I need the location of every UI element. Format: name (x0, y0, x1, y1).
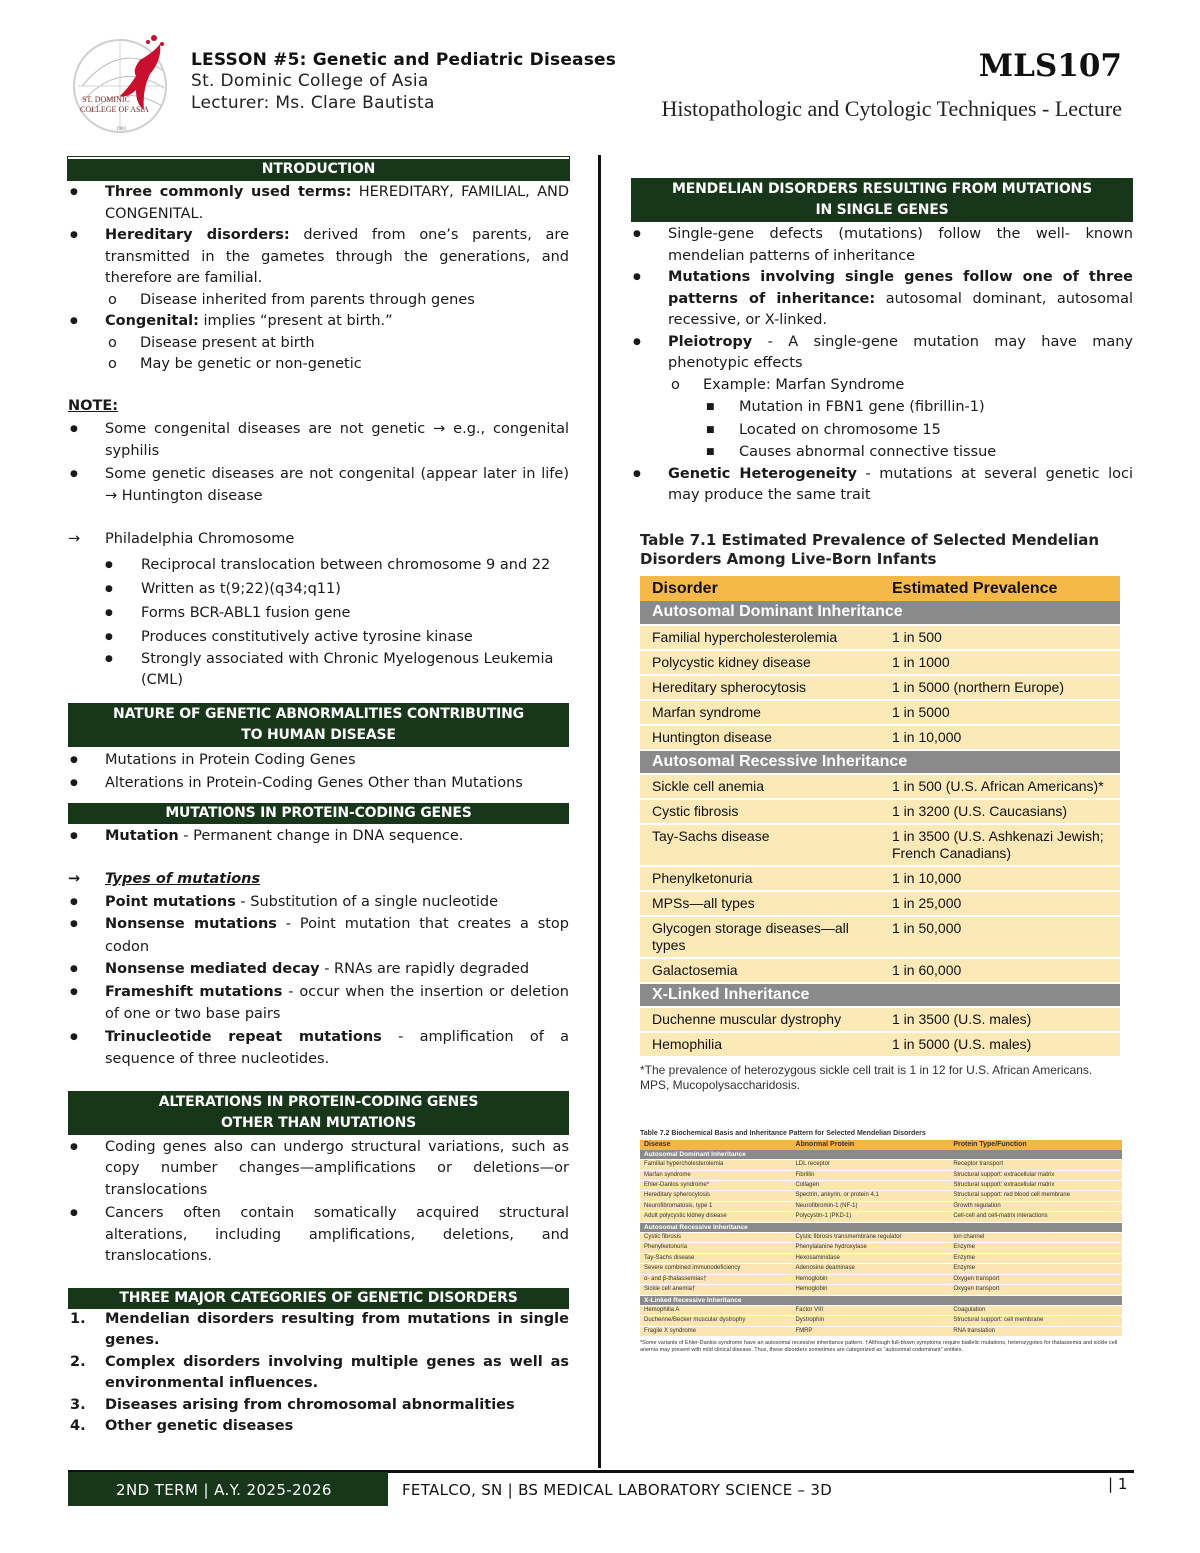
list-item: ● Mutations in Protein Coding Genes (68, 749, 569, 772)
table-row (640, 799, 1120, 824)
list-item: ● Congenital: implies “present at birth.” (68, 311, 569, 333)
prevalence-cell: 1 in 50,000 (880, 916, 1120, 958)
list-item: ● Strongly associated with Chronic Myelogenous Leukemia (CML) (68, 649, 569, 691)
disorder-cell: Hereditary spherocytosis (640, 675, 880, 700)
prevalence-table (640, 531, 1120, 1093)
table-row (640, 1253, 1122, 1263)
mutation-def (68, 826, 569, 848)
table (640, 576, 1120, 1058)
table-row (640, 1305, 1122, 1315)
table-row (640, 891, 1120, 916)
table-cell: Phenylalanine hydroxylase (791, 1243, 949, 1253)
prevalence-cell: 1 in 60,000 (880, 958, 1120, 983)
table-row (640, 650, 1120, 675)
section-label: X-Linked Inheritance (640, 983, 1120, 1007)
disorder-cell: Sickle cell anemia (640, 774, 880, 799)
mendelian-heading: MENDELIAN DISORDERS RESULTING FROM MUTATIONS IN SINGLE GENES (631, 178, 1133, 222)
list-item: ● Hereditary disorders: derived from one’s parents, are transmitted in the gametes through the generations, and therefore are familial. (68, 225, 569, 290)
list-item: o Example: Marfan Syndrome (631, 375, 1133, 397)
table-cell: Cell-cell and cell-matrix interactions (949, 1212, 1122, 1222)
table-cell: Ion channel (949, 1233, 1122, 1243)
table-cell: Ehler-Danlos syndrome* (640, 1181, 791, 1191)
disorder-cell: Polycystic kidney disease (640, 650, 880, 675)
list-item: o Disease present at birth (68, 333, 569, 355)
term-label: 2ND TERM | A.Y. 2025-2026 (68, 1472, 388, 1506)
list-item: 1. Mendelian disorders resulting from mutations in single genes. (70, 1310, 569, 1348)
table-footnote: *Some variants of Ehler-Danlos syndrome have an autosomal recessive inheritance pattern. †Although full-blown symptoms require biallelic mutations, heterozygotes for thalassemia and sickle cell anemia may present with mild clinical disease. Thus, these disorders sometimes are categorized as “autosomal codominant” entities. (640, 1340, 1118, 1353)
table-row (640, 1181, 1122, 1191)
list-item: ● Produces constitutively active tyrosine kinase (68, 625, 569, 649)
table-row (640, 1243, 1122, 1253)
svg-text:1983: 1983 (116, 127, 126, 132)
table-cell: RNA translation (949, 1326, 1122, 1336)
table-row (640, 1233, 1122, 1243)
table-caption: Table 7.2 Biochemical Basis and Inheritance Pattern for Selected Mendelian Disorders (640, 1130, 926, 1137)
table-cell: Growth regulation (949, 1201, 1122, 1211)
prevalence-cell: 1 in 3500 (U.S. Ashkenazi Jewish; French Canadians) (880, 824, 1120, 866)
table-section-row (640, 750, 1120, 774)
list-item: ● Genetic Heterogeneity - mutations at several genetic loci may produce the same trait (631, 464, 1133, 507)
types-list (68, 891, 569, 1071)
lesson-title: LESSON #5: Genetic and Pediatric Diseases (191, 50, 617, 70)
table-row (640, 725, 1120, 750)
table-cell: Phenylketonuria (640, 1243, 791, 1253)
list-item: ● Pleiotropy - A single-gene mutation may have many phenotypic effects (631, 332, 1133, 375)
list-item: ● Some congenital diseases are not genetic → e.g., congenital syphilis (68, 419, 569, 462)
list-item: ● Point mutations - Substitution of a single nucleotide (68, 891, 569, 914)
list-item: o Disease inherited from parents through genes (68, 290, 569, 312)
table-cell: Marfan syndrome (640, 1170, 791, 1180)
page-number: | 1 (1108, 1475, 1128, 1493)
list-item: ● Nonsense mediated decay - RNAs are rapidly degraded (68, 958, 569, 981)
college-logo (70, 30, 182, 138)
lecturer-name: Lecturer: Ms. Clare Bautista (191, 93, 435, 113)
table-cell: Hemoglobin (791, 1274, 949, 1284)
table-cell: Cystic fibrosis transmembrane regulator (791, 1233, 949, 1243)
table-caption: Table 7.1 Estimated Prevalence of Selected Mendelian Disorders Among Live-Born Infants (640, 531, 1100, 568)
author-label: FETALCO, SN | BS MEDICAL LABORATORY SCIENCE – 3D (402, 1481, 833, 1499)
list-item: ● Mutations involving single genes follow one of three patterns of inheritance: autosomal dominant, autosomal recessive, or X-linked. (631, 267, 1133, 332)
intro-heading: NTRODUCTION (68, 157, 569, 180)
disorder-cell: Cystic fibrosis (640, 799, 880, 824)
table-cell: Severe combined immunodeficiency (640, 1264, 791, 1274)
table-cell: FMRP (791, 1326, 949, 1336)
page-footer (68, 1470, 1134, 1506)
disorder-cell: Marfan syndrome (640, 700, 880, 725)
table-cell: Hemophilia A (640, 1305, 791, 1315)
table-section-row (640, 983, 1120, 1007)
school-name: St. Dominic College of Asia (191, 71, 429, 91)
table-cell: Oxygen transport (949, 1285, 1122, 1295)
table-cell: Collagen (791, 1181, 949, 1191)
table-section-row (640, 1222, 1122, 1232)
table-row (640, 1285, 1122, 1295)
table-row (640, 700, 1120, 725)
section-label: Autosomal Dominant Inheritance (640, 601, 1120, 625)
table-row (640, 1316, 1122, 1326)
table-row (640, 1032, 1120, 1057)
table-row (640, 1326, 1122, 1336)
prevalence-cell: 1 in 1000 (880, 650, 1120, 675)
nature-heading: NATURE OF GENETIC ABNORMALITIES CONTRIBUTING TO HUMAN DISEASE (68, 703, 569, 747)
table-footnote: *The prevalence of heterozygous sickle cell trait is 1 in 12 for U.S. African Americans. MPS, Mucopolysaccharidosis. (640, 1063, 1093, 1092)
prevalence-cell: 1 in 25,000 (880, 891, 1120, 916)
mendelian-list (631, 224, 1133, 375)
table-cell: Structural support: cell membrane (949, 1316, 1122, 1326)
table-header-row (640, 576, 1120, 601)
intro-list (68, 311, 569, 333)
list-item: ● Nonsense mutations - Point mutation that creates a stop codon (68, 913, 569, 958)
list-item: 3. Diseases arising from chromosomal abnormalities (70, 1396, 515, 1413)
svg-text:ST. DOMINIC: ST. DOMINIC (82, 95, 130, 104)
list-item: ● Coding genes also can undergo structural variations, such as copy number changes—amplifications or deletions—or translocations (68, 1137, 569, 1202)
table-section-row (640, 1295, 1122, 1305)
prevalence-cell: 1 in 10,000 (880, 866, 1120, 891)
prevalence-cell: 1 in 5000 (U.S. males) (880, 1032, 1120, 1057)
list-item: ● Frameshift mutations - occur when the insertion or deletion of one or two base pairs (68, 981, 569, 1026)
table-cell: Factor VIII (791, 1305, 949, 1315)
list-item: ● Reciprocal translocation between chromosome 9 and 22 (68, 553, 569, 577)
table-cell: Familial hypercholesterolemia (640, 1160, 791, 1170)
table-cell: Structural support: red blood cell membrane (949, 1191, 1122, 1201)
table-row (640, 1170, 1122, 1180)
list-item: o May be genetic or non-genetic (68, 354, 569, 376)
disorder-cell: Familial hypercholesterolemia (640, 625, 880, 650)
list-item: 2. Complex disorders involving multiple genes as well as environmental influences. (70, 1353, 569, 1391)
disorder-cell: Hemophilia (640, 1032, 880, 1057)
course-code: MLS107 (978, 48, 1122, 84)
disorder-cell: MPSs—all types (640, 891, 880, 916)
table-row (640, 1264, 1122, 1274)
table-row (640, 958, 1120, 983)
table-row (640, 1274, 1122, 1284)
table-cell: Hexosaminidase (791, 1253, 949, 1263)
table-cell: Enzyme (949, 1253, 1122, 1263)
table-cell: Fragile X syndrome (640, 1326, 791, 1336)
disorder-cell: Glycogen storage diseases—all types (640, 916, 880, 958)
section-label: Autosomal Dominant Inheritance (640, 1150, 1122, 1160)
section-label: X-Linked Recessive Inheritance (640, 1295, 1122, 1305)
table-row (640, 625, 1120, 650)
course-title: Histopathologic and Cytologic Techniques - Lecture (661, 96, 1122, 121)
types-heading: → Types of mutations (68, 869, 569, 891)
table-cell: Adult polycystic kidney disease (640, 1212, 791, 1222)
table-cell: Polycystin-1 (PKD-1) (791, 1212, 949, 1222)
table-row (640, 866, 1120, 891)
categories-list (68, 1309, 569, 1438)
table-section-row (640, 1150, 1122, 1160)
intro-list (68, 182, 569, 290)
disorder-cell: Phenylketonuria (640, 866, 880, 891)
prevalence-cell: 1 in 10,000 (880, 725, 1120, 750)
table-section-row (640, 601, 1120, 625)
philly-list (68, 553, 569, 691)
table-cell: α- and β-thalassemias† (640, 1274, 791, 1284)
list-item: ■ Located on chromosome 15 (631, 419, 1133, 442)
philly-heading: → Philadelphia Chromosome (68, 529, 569, 551)
list-item: ● Three commonly used terms: HEREDITARY, FAMILIAL, AND CONGENITAL. (68, 182, 569, 225)
list-item: ● Mutation - Permanent change in DNA sequence. (68, 826, 569, 848)
subsub-list (631, 396, 1133, 464)
prevalence-cell: 1 in 500 (880, 625, 1120, 650)
column-header: Abnormal Protein (791, 1140, 949, 1149)
disorder-cell: Tay-Sachs disease (640, 824, 880, 866)
table-cell: Dystrophin (791, 1316, 949, 1326)
table-cell: Structural support: extracellular matrix (949, 1181, 1122, 1191)
list-item: ● Single-gene defects (mutations) follow the well- known mendelian patterns of inheritance (631, 224, 1133, 267)
table-cell: LDL receptor (791, 1160, 949, 1170)
table-cell: Spectrin, ankyrin, or protein 4.1 (791, 1191, 949, 1201)
table-row (640, 774, 1120, 799)
table (640, 1140, 1122, 1337)
table-row (640, 1007, 1120, 1032)
list-item: ● Written as t(9;22)(q34;q11) (68, 577, 569, 601)
table-cell: Cystic fibrosis (640, 1233, 791, 1243)
alterations-heading: ALTERATIONS IN PROTEIN-CODING GENES OTHER THAN MUTATIONS (68, 1091, 569, 1135)
disorder-cell: Huntington disease (640, 725, 880, 750)
section-label: Autosomal Recessive Inheritance (640, 1222, 1122, 1232)
table-cell: Structural support: extracellular matrix (949, 1170, 1122, 1180)
list-item: ● Some genetic diseases are not congenital (appear later in life) → Huntington disease (68, 464, 569, 507)
right-column (631, 178, 1133, 507)
disorder-cell: Duchenne muscular dystrophy (640, 1007, 880, 1032)
header-info (191, 50, 616, 114)
table-cell: Enzyme (949, 1243, 1122, 1253)
alterations-list (68, 1137, 569, 1268)
prevalence-cell: 1 in 5000 (northern Europe) (880, 675, 1120, 700)
sub-list (68, 333, 569, 376)
table-cell: Neurofibromin-1 (NF-1) (791, 1201, 949, 1211)
prevalence-cell: 1 in 3200 (U.S. Caucasians) (880, 799, 1120, 824)
list-item: ● Alterations in Protein-Coding Genes Other than Mutations (68, 772, 569, 795)
table-cell: Duchenne/Becker muscular dystrophy (640, 1316, 791, 1326)
prevalence-cell: 1 in 500 (U.S. African Americans)* (880, 774, 1120, 799)
list-item: ■ Causes abnormal connective tissue (631, 441, 1133, 464)
table-cell: Sickle cell anemia† (640, 1285, 791, 1295)
table-row (640, 1160, 1122, 1170)
table-row (640, 916, 1120, 958)
section-label: Autosomal Recessive Inheritance (640, 750, 1120, 774)
table-cell: Neurofibromatosis, type 1 (640, 1201, 791, 1211)
biochemical-table (640, 1130, 1122, 1353)
table-cell: Adenosine deaminase (791, 1264, 949, 1274)
table-cell: Fibrillin (791, 1170, 949, 1180)
sub-list (631, 375, 1133, 397)
column-header: Estimated Prevalence (880, 576, 1120, 601)
table-row (640, 1201, 1122, 1211)
disorder-cell: Galactosemia (640, 958, 880, 983)
table-cell: Coagulation (949, 1305, 1122, 1315)
list-item: ● Forms BCR-ABL1 fusion gene (68, 601, 569, 625)
sub-list (68, 290, 569, 312)
nature-list (68, 749, 569, 795)
column-header: Disease (640, 1140, 791, 1149)
table-row (640, 675, 1120, 700)
table-row (640, 1191, 1122, 1201)
svg-text:COLLEGE OF ASIA: COLLEGE OF ASIA (80, 105, 149, 114)
table-row (640, 824, 1120, 866)
table-row (640, 1212, 1122, 1222)
table-cell: Tay-Sachs disease (640, 1253, 791, 1263)
prevalence-cell: 1 in 5000 (880, 700, 1120, 725)
list-item: ● Cancers often contain somatically acquired structural alterations, including amplifications, deletions, and translocations. (68, 1203, 569, 1268)
note-label: NOTE: (68, 397, 119, 414)
left-column (68, 157, 569, 1438)
list-item: ■ Mutation in FBN1 gene (fibrillin-1) (631, 396, 1133, 419)
table-cell: Oxygen transport (949, 1274, 1122, 1284)
mendelian-list-2 (631, 464, 1133, 507)
column-divider (598, 155, 601, 1468)
table-header-row (640, 1140, 1122, 1149)
column-header: Disorder (640, 576, 880, 601)
list-item: ● Trinucleotide repeat mutations - amplification of a sequence of three nucleotides. (68, 1026, 569, 1071)
table-cell: Hereditary spherocytosis (640, 1191, 791, 1201)
column-header: Protein Type/Function (949, 1140, 1122, 1149)
table-cell: Receptor transport (949, 1160, 1122, 1170)
list-item: 4. Other genetic diseases (70, 1418, 294, 1434)
table-cell: Enzyme (949, 1264, 1122, 1274)
note-list (68, 419, 569, 507)
prevalence-cell: 1 in 3500 (U.S. males) (880, 1007, 1120, 1032)
categories-heading: THREE MAJOR CATEGORIES OF GENETIC DISORDERS (68, 1288, 569, 1309)
table-cell: Hemoglobin (791, 1285, 949, 1295)
mutations-heading: MUTATIONS IN PROTEIN-CODING GENES (68, 803, 569, 824)
